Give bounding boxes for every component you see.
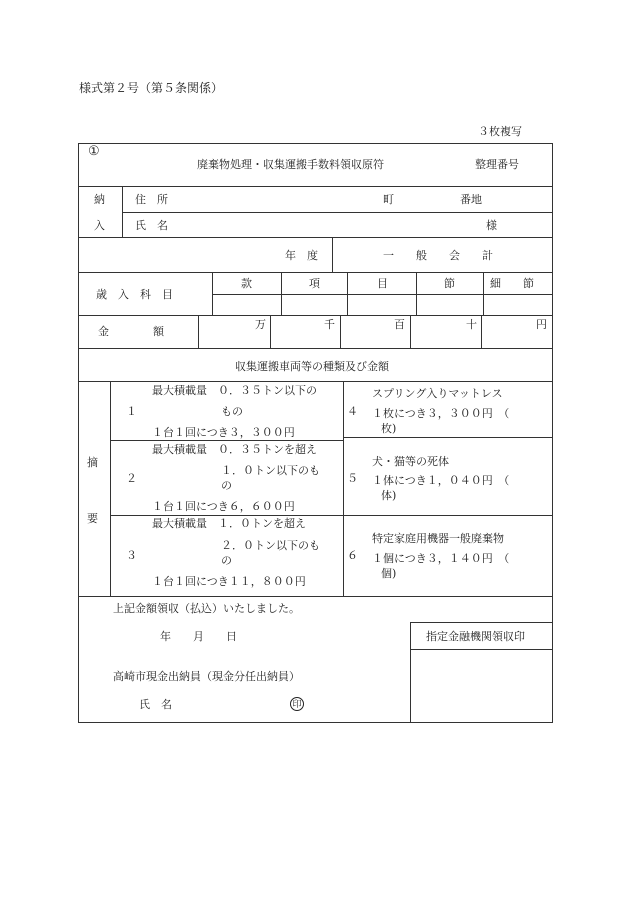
item-4-number: ４	[347, 405, 358, 418]
account-label: 一 般 会 計	[383, 249, 493, 262]
item-5-number: ５	[347, 472, 358, 485]
fiscal-year-label: 年 度	[285, 249, 318, 262]
item-1-line1: 最大積載量 ０．３５トン以下の	[152, 384, 317, 397]
item-2-price: １台１回につき６，６００円	[152, 500, 295, 513]
item-4-title: スプリング入りマットレス	[372, 387, 503, 400]
item-1-number: １	[126, 405, 137, 418]
item-2-line3: の	[221, 479, 232, 492]
summary-side-bottom: 要	[87, 512, 98, 525]
item-2-line2: １．０トン以下のも	[221, 464, 320, 477]
receipt-name-label: 氏 名	[139, 698, 172, 711]
amount-label: 金 額	[98, 325, 164, 338]
unit-en: 円	[536, 318, 547, 331]
budget-col-kou: 項	[309, 277, 320, 290]
receipt-official: 高崎市現金出納員（現金分任出納員）	[113, 670, 300, 683]
form-title: 廃棄物処理・収集運搬手数料領収原符	[197, 158, 384, 171]
copies-label: ３枚複写	[478, 125, 522, 138]
section-title: 収集運搬車両等の種類及び金額	[235, 360, 389, 373]
item-2-line1: 最大積載量 ０．３５トンを超え	[152, 443, 317, 456]
item-4-price-unit: 枚)	[381, 422, 397, 435]
item-3-line2: ２．０トン以下のも	[221, 539, 320, 552]
receipt-date: 年 月 日	[160, 630, 237, 643]
bank-stamp-label: 指定金融機関領収印	[426, 630, 525, 643]
item-3-line3: の	[221, 554, 232, 567]
budget-label: 歳 入 科 目	[96, 288, 173, 301]
payer-side-bottom: 入	[94, 219, 105, 232]
item-2-number: ２	[126, 472, 137, 485]
item-3-number: ３	[126, 549, 137, 562]
item-6-number: ６	[347, 549, 358, 562]
budget-col-saisetsu: 細 節	[490, 277, 534, 290]
form-number: 様式第２号（第５条関係）	[79, 81, 224, 95]
item-5-price-unit: 体)	[381, 489, 397, 502]
seal-mark: 印	[290, 697, 304, 711]
unit-sen: 千	[324, 318, 335, 331]
item-6-price: １個につき３，１４０円 （	[372, 552, 510, 565]
address-label: 住 所	[135, 193, 168, 206]
summary-side-top: 摘	[87, 456, 98, 469]
ref-number-label: 整理番号	[475, 158, 519, 171]
receipt-statement: 上記金額領収（払込）いたしました。	[113, 602, 300, 615]
item-3-price: １台１回につき１１，８００円	[152, 575, 306, 588]
budget-col-moku: 目	[377, 277, 388, 290]
item-1-price: １台１回につき３，３００円	[152, 426, 295, 439]
circle-number: ①	[88, 144, 100, 159]
sama-label: 様	[486, 219, 497, 232]
item-1-line2: もの	[221, 405, 243, 418]
banchi-label: 番地	[460, 193, 482, 206]
item-6-title: 特定家庭用機器一般廃棄物	[372, 532, 504, 545]
item-5-price: １体につき１，０４０円 （	[372, 474, 510, 487]
unit-juu: 十	[466, 318, 477, 331]
unit-man: 万	[255, 318, 266, 331]
budget-col-kan: 款	[241, 277, 252, 290]
item-5-title: 犬・猫等の死体	[372, 455, 449, 468]
name-label: 氏 名	[135, 219, 168, 232]
item-4-price: １枚につき３，３００円 （	[372, 407, 510, 420]
budget-col-setsu: 節	[444, 277, 455, 290]
item-3-line1: 最大積載量 １．０トンを超え	[152, 517, 306, 530]
unit-hyaku: 百	[394, 318, 405, 331]
item-6-price-unit: 個)	[381, 567, 397, 580]
town-label: 町	[383, 193, 394, 206]
payer-side-top: 納	[94, 193, 105, 206]
